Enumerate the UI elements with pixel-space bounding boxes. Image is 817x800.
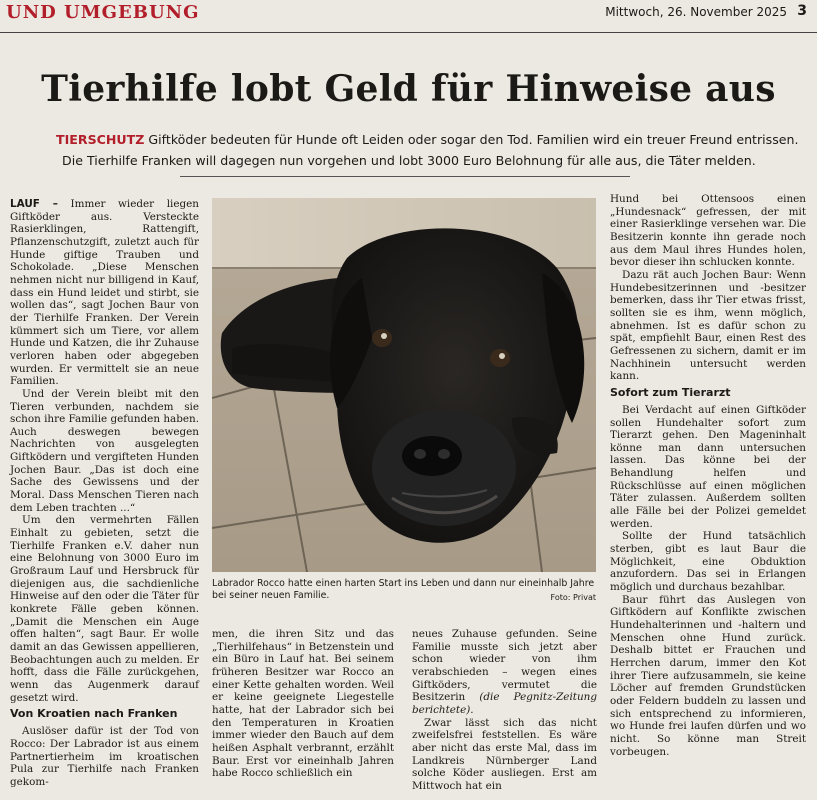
teaser-line-1: Giftköder bedeuten für Hunde oft Leiden oder sogar den Tod. Familien wird ein treuer Freund entrissen. <box>148 132 799 147</box>
paragraph <box>412 628 597 717</box>
article-column-1 <box>10 198 199 789</box>
paragraph: men, die ihren Sitz und das „Tierhilfehaus“ in Betzenstein und ein Büro in Lauf hat. Bei seinem früheren Besitzer war Rocco an einer Kette gehalten worden. Weil er keine geeignete Liegestelle hatte, hat der Labrador sich bei den Temperaturen in Kroatien immer wieder den Bauch auf dem heißen Asphalt verbrannt, erzählt Baur. Erst vor eineinhalb Jahren habe Rocco schließlich ein <box>212 628 394 780</box>
article-column-2 <box>212 628 394 780</box>
photo-credit: Foto: Privat <box>550 593 596 602</box>
article-column-4 <box>610 193 806 758</box>
paragraph: Zwar lässt sich das nicht zweifelsfrei feststellen. Es wäre aber nicht das erste Mal, dass im Landkreis Nürnberger Land solche Köder ausliegen. Erst am Mittwoch hat ein <box>412 716 597 792</box>
subheading: Von Kroatien nach Franken <box>10 707 178 721</box>
paragraph: Sollte der Hund tatsächlich sterben, gibt es laut Baur die Möglichkeit, eine Obduktion anzufordern. Das sei in Erlangen möglich und durchaus bezahlbar. <box>610 530 806 594</box>
teaser-kicker: TIERSCHUTZ <box>56 132 145 147</box>
paragraph: Um den vermehrten Fällen Einhalt zu gebieten, setzt die Tierhilfe Franken e.V. daher nun eine Belohnung von 3000 Euro im Großraum Lauf und Hersbruck für diejenigen aus, die sachdienliche Hinweise auf den oder die Täter für konkrete Fälle geben können. „Damit die Menschen ein Auge offen halten“, sagt Baur. Er wolle damit an das Gewissen appellieren, Beobachtungen auch zu melden. Er hofft, dass die Fälle zurückgehen, wenn das Augenmerk darauf gesetzt wird. <box>10 514 199 704</box>
paragraph-text: neues Zuhause gefunden. Seine Familie musste sich jetzt aber schon wieder von ihm verabschieden – wegen eines Giftköders, vermutet die Besitzerin <box>412 628 597 704</box>
paragraph: Auslöser dafür ist der Tod von Rocco: Der Labrador ist aus einem Partnertierheim im kroatischen Pula zur Tierhilfe nach Franken gekom- <box>10 725 199 788</box>
subheading: Sofort zum Tierarzt <box>610 385 731 399</box>
section-name: UND UMGEBUNG <box>6 2 200 23</box>
paragraph-text: Immer wieder liegen Giftköder aus. Versteckte Rasierklingen, Rattengift, Pflanzenschutzgift, zuletzt auch für Hunde giftige Trauben und Schokolade. „Diese Menschen nehmen nicht nur billigend in Kauf, dass ein Hund leidet und stirbt, sie wollen das“, sagt Jochen Baur von der Tierhilfe Franken. Der Verein kümmert sich um Tiere, vor allem Hunde und Katzen, die ihr Zuhause verloren haben oder abgegeben wurden. Er vermittelt sie an neue Familien. <box>10 198 199 388</box>
issue-date: Mittwoch, 26. November 2025 <box>605 5 787 19</box>
location-tag: LAUF – <box>10 198 58 210</box>
page-header <box>0 0 817 34</box>
page-number: 3 <box>797 3 807 19</box>
article-column-3 <box>412 628 597 793</box>
teaser-line-2: Die Tierhilfe Franken will dagegen nun vorgehen und lobt 3000 Euro Belohnung für alle aus, die Täter melden. <box>62 153 756 168</box>
header-rule <box>0 32 817 33</box>
article-photo-dog <box>212 198 596 572</box>
paragraph: Baur führt das Auslegen von Giftködern auf Konflikte zwischen Hundehalterinnen und -haltern und Menschen ohne Hund zurück. Deshalb bittet er Frauchen und Herrchen darum, immer den Kot ihrer Tiere aufzusammeln, sie keine Löcher auf fremden Grundstücken oder Feldern buddeln zu lassen und sich entsprechend zu informieren, wo Hunde frei laufen dürfen und wo nicht. So könne man Streit vorbeugen. <box>610 593 806 758</box>
paragraph: Bei Verdacht auf einen Giftköder sollen Hundehalter sofort zum Tierarzt gehen. Den Mageninhalt könne man dann untersuchen lassen. Das könne bei der Behandlung helfen und Rückschlüsse auf einen möglichen Täter zulassen. Außerdem sollten alle Fälle bei der Polizei gemeldet werden. <box>610 403 806 530</box>
dog-photo-illustration <box>212 198 596 572</box>
article-headline: Tierhilfe lobt Geld für Hinweise aus <box>41 68 776 110</box>
teaser-rule <box>180 176 630 177</box>
article-teaser <box>56 129 799 171</box>
paragraph: Und der Verein bleibt mit den Tieren verbunden, nachdem sie schon ihre Familie gefunden haben. Auch deswegen bewegen Nachrichten von ausgelegten Giftködern und vergifteten Hunden Jochen Baur. „Das ist doch eine Sache des Gewissens und der Moral. Dass Menschen Tieren nach dem Leben trachten ...“ <box>10 387 200 514</box>
source-reference: (die Pegnitz-Zeitung berichtete). <box>412 691 597 716</box>
paragraph: Hund bei Ottensoos einen „Hundesnack“ gefressen, der mit einer Rasierklinge versehen war. Die Besitzerin konnte ihn gerade noch aus dem Maul ihres Hundes holen, bevor dieser ihn schlucken konnte. <box>610 193 806 269</box>
photo-caption: Labrador Rocco hatte einen harten Start ins Leben und dann nur eineinhalb Jahre bei seiner neuen Familie. <box>212 578 595 601</box>
paragraph <box>10 198 199 388</box>
paragraph: Dazu rät auch Jochen Baur: Wenn Hundebesitzerinnen und -besitzer bemerken, dass ihr Tier etwas frisst, sollten sie es ihm, wenn möglich, abnehmen. Ist es dafür schon zu spät, empfiehlt Baur, einen Rest des Gefressenen zu sichern, damit er im Nachhinein untersucht werden kann. <box>610 268 806 383</box>
photo-caption-block <box>212 578 596 602</box>
